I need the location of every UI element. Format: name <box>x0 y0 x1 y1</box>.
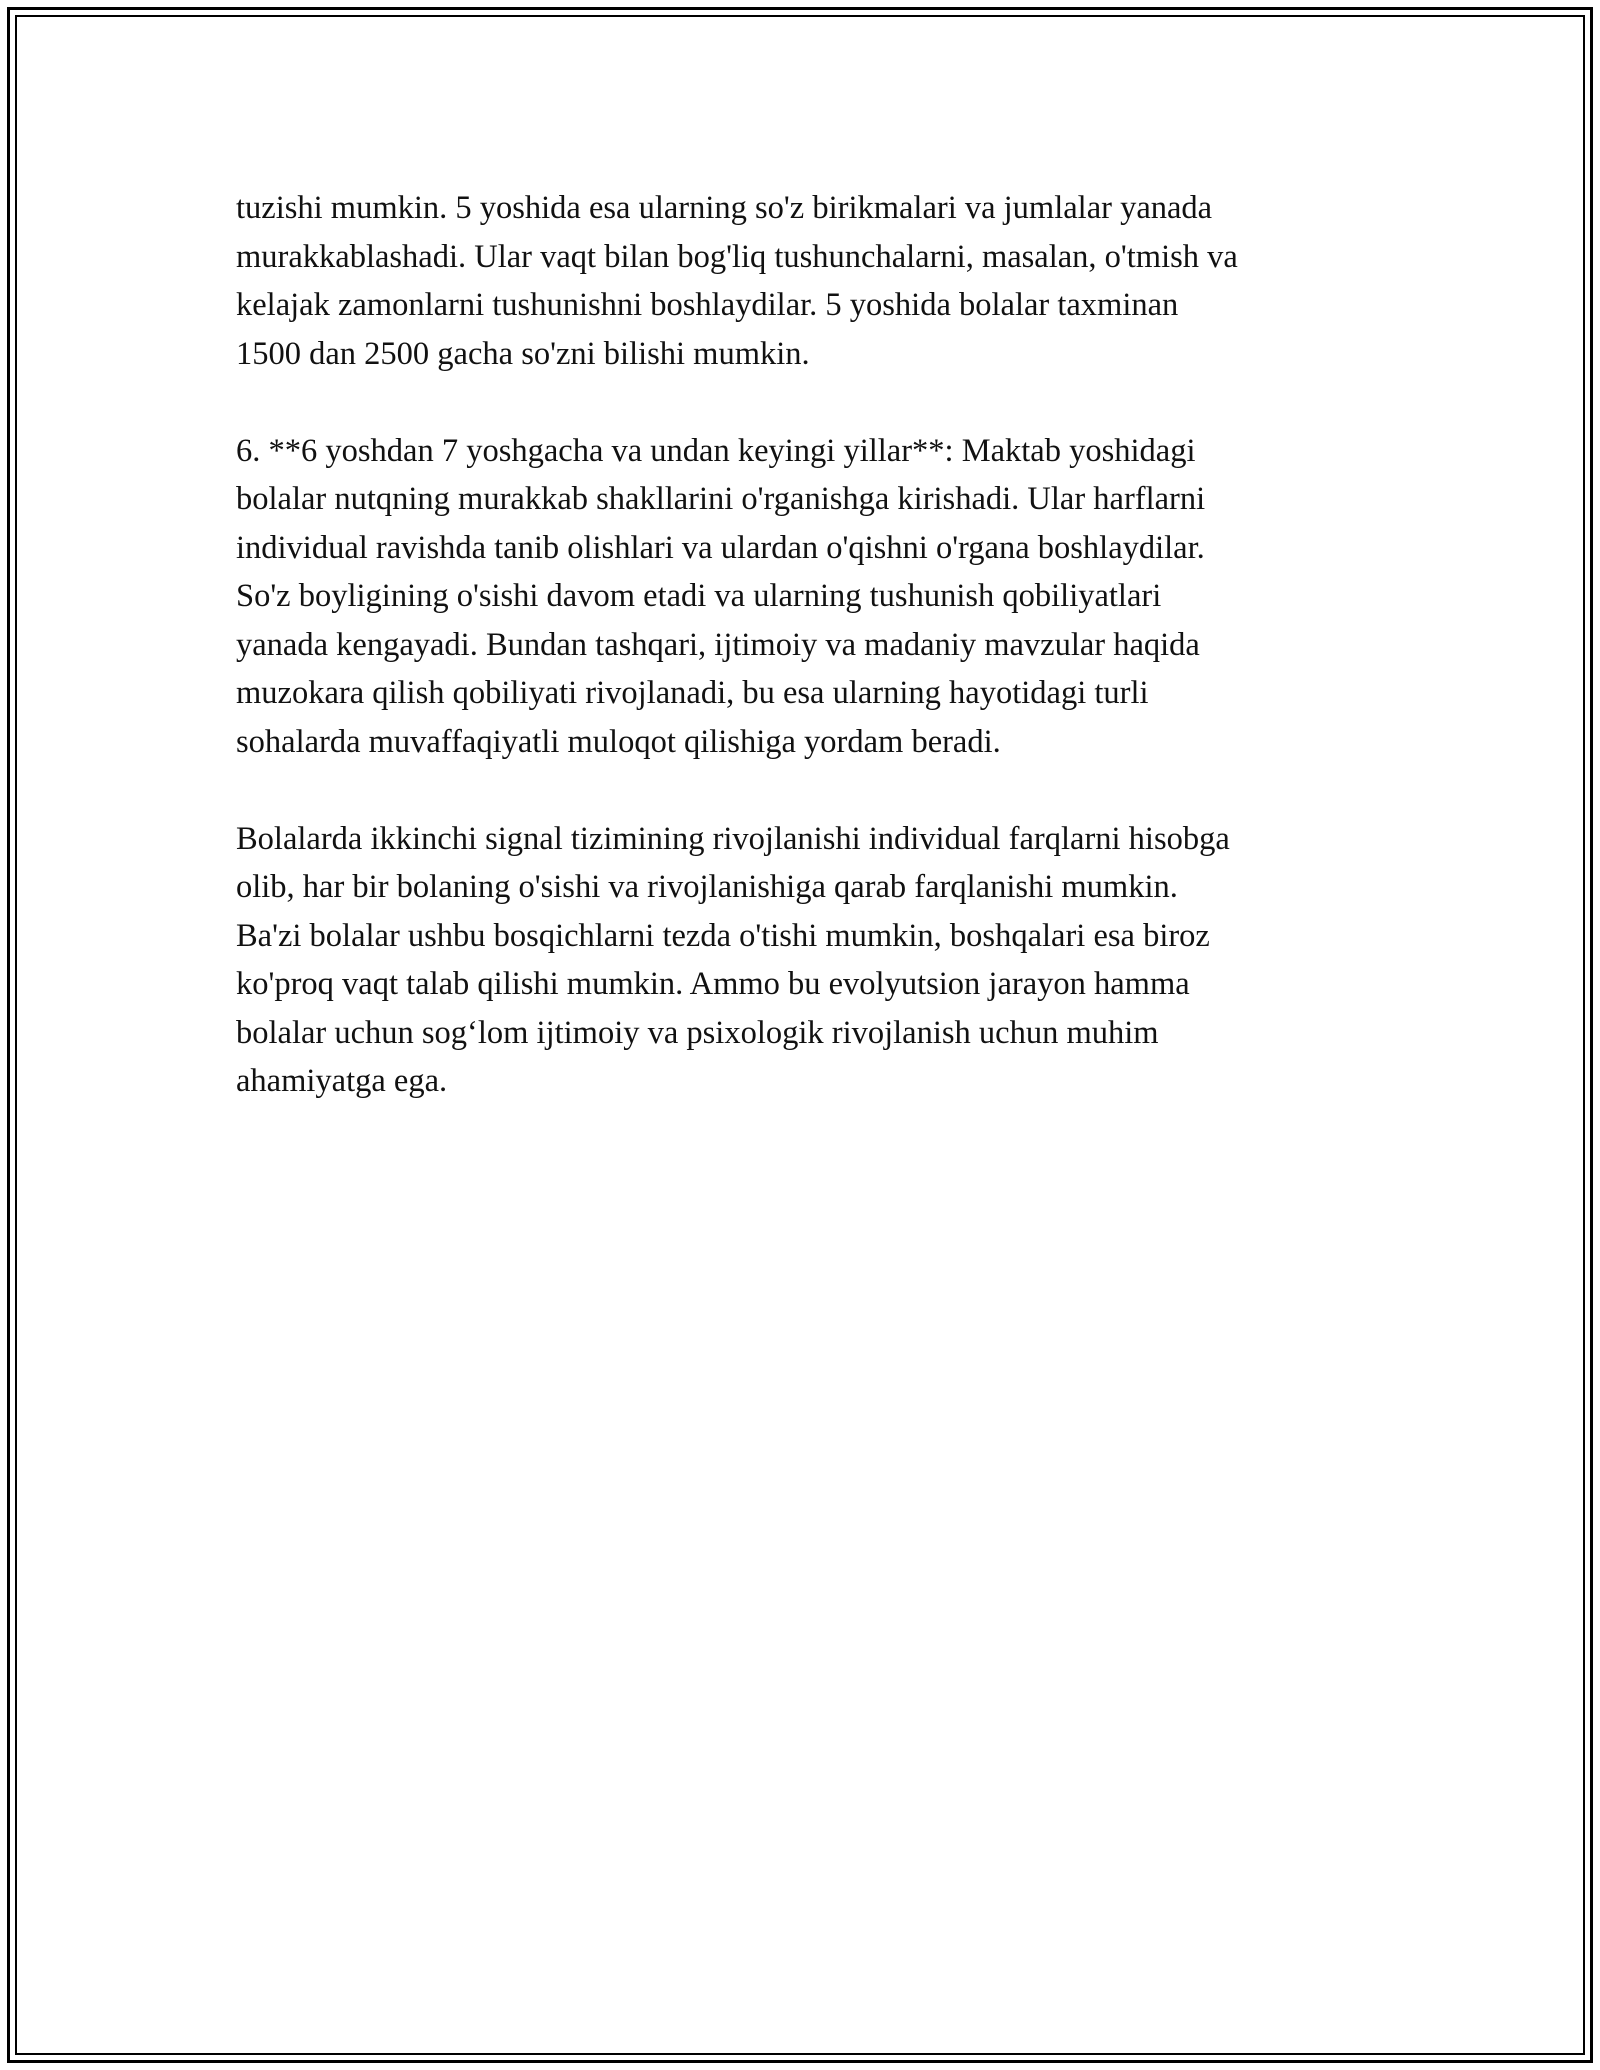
text-line: kelajak zamonlarni tushunishni boshlaydilar. 5 yoshida bolalar taxminan <box>236 287 1179 323</box>
text-line: ko'proq vaqt talab qilishi mumkin. Ammo bu evolyutsion jarayon hamma <box>236 966 1190 1002</box>
text-line: 1500 dan 2500 gacha so'zni bilishi mumkin. <box>236 335 810 372</box>
text-line: ahamiyatga ega. <box>236 1063 448 1099</box>
text-line: So'z boyligining o'sishi davom etadi va ularning tushunish qobiliyatlari <box>236 578 1162 614</box>
text-line: yanada kengayadi. Bundan tashqari, ijtimoiy va madaniy mavzular haqida <box>236 626 1200 663</box>
paragraph-3 <box>236 815 1386 1106</box>
text-line: Ba'zi bolalar ushbu bosqichlarni tezda o'tishi mumkin, boshqalari esa biroz <box>236 917 1210 954</box>
text-line: Bolalarda ikkinchi signal tizimining rivojlanishi individual farqlarni hisobga <box>236 820 1230 857</box>
text-line: bolalar uchun sog‘lom ijtimoiy va psixologik rivojlanish uchun muhim <box>236 1014 1159 1051</box>
text-line: individual ravishda tanib olishlari va ulardan o'qishni o'rgana boshlaydilar. <box>236 529 1205 566</box>
text-line: muzokara qilish qobiliyati rivojlanadi, bu esa ularning hayotidagi turli <box>236 675 1149 711</box>
paragraph-1 <box>236 184 1386 378</box>
paragraph-2 <box>236 427 1386 767</box>
text-line: 6. **6 yoshdan 7 yoshgacha va undan keyingi yillar**: Maktab yoshidagi <box>236 432 1196 469</box>
text-line: bolalar nutqning murakkab shakllarini o'rganishga kirishadi. Ular harflarni <box>236 481 1206 517</box>
text-line: sohalarda muvaffaqiyatli muloqot qilishiga yordam beradi. <box>236 723 1001 760</box>
text-line: olib, har bir bolaning o'sishi va rivojlanishiga qarab farqlanishi mumkin. <box>236 869 1178 905</box>
text-line: murakkablashadi. Ular vaqt bilan bog'liq tushunchalarni, masalan, o'tmish va <box>236 238 1238 275</box>
text-line: tuzishi mumkin. 5 yoshida esa ularning so'z birikmalari va jumlalar yanada <box>236 190 1213 226</box>
document-body <box>236 184 1386 1154</box>
